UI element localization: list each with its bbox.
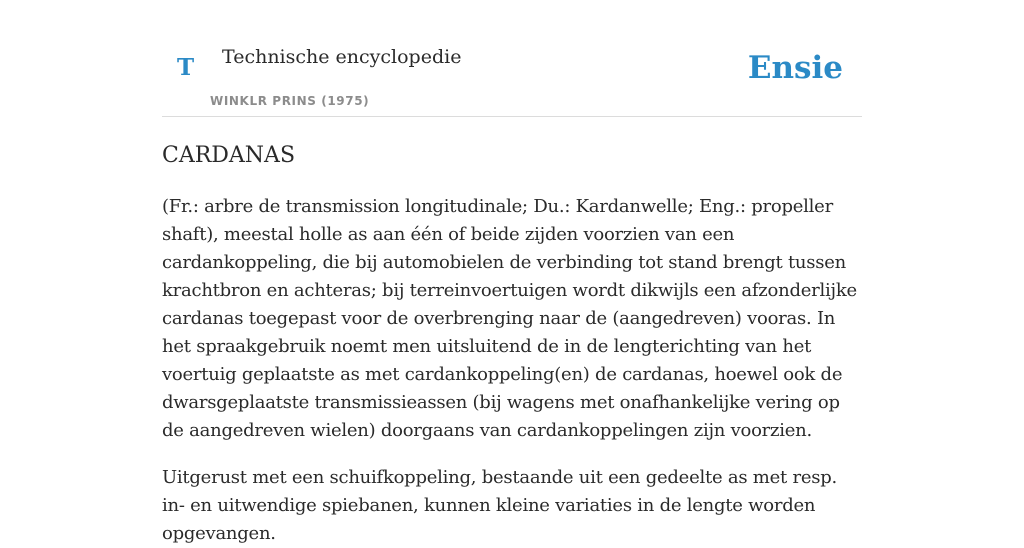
- book-logo[interactable]: T: [177, 54, 195, 81]
- ensie-logo[interactable]: Ensie: [747, 50, 843, 86]
- article-page: [162, 0, 862, 548]
- entry-paragraph: Uitgerust met een schuifkoppeling, bestaande uit een gedeelte as met resp. in- en uitwendige spiebanen, kunnen kleine variaties in de lengte worden opgevangen.: [162, 467, 837, 545]
- entry-paragraph: (Fr.: arbre de transmission longitudinale; Du.: Kardanwelle; Eng.: propeller shaft), meestal holle as aan één of beide zijden voorzien van een cardankoppeling, die bij automobielen de verbinding tot stand brengt tussen krachtbron en achteras; bij terreinvoertuigen wordt dikwijls een afzonderlijke cardanas toegepast voor de overbrenging naar de (aangedreven) vooras. In het spraakgebruik noemt men uitsluitend de in de lengterichting van het voertuig geplaatste as met cardankoppeling(en) de cardanas, hoewel ook de dwarsgeplaatste transmissieassen (bij wagens met onafhankelijke vering op de aangedreven wielen) doorgaans van cardankoppelingen zijn voorzien.: [162, 196, 857, 442]
- entry-title: CARDANAS: [162, 143, 296, 168]
- book-title-link[interactable]: Technische encyclopedie: [222, 46, 462, 68]
- header: [162, 0, 862, 117]
- source-label: WINKLR PRINS (1975): [210, 94, 370, 108]
